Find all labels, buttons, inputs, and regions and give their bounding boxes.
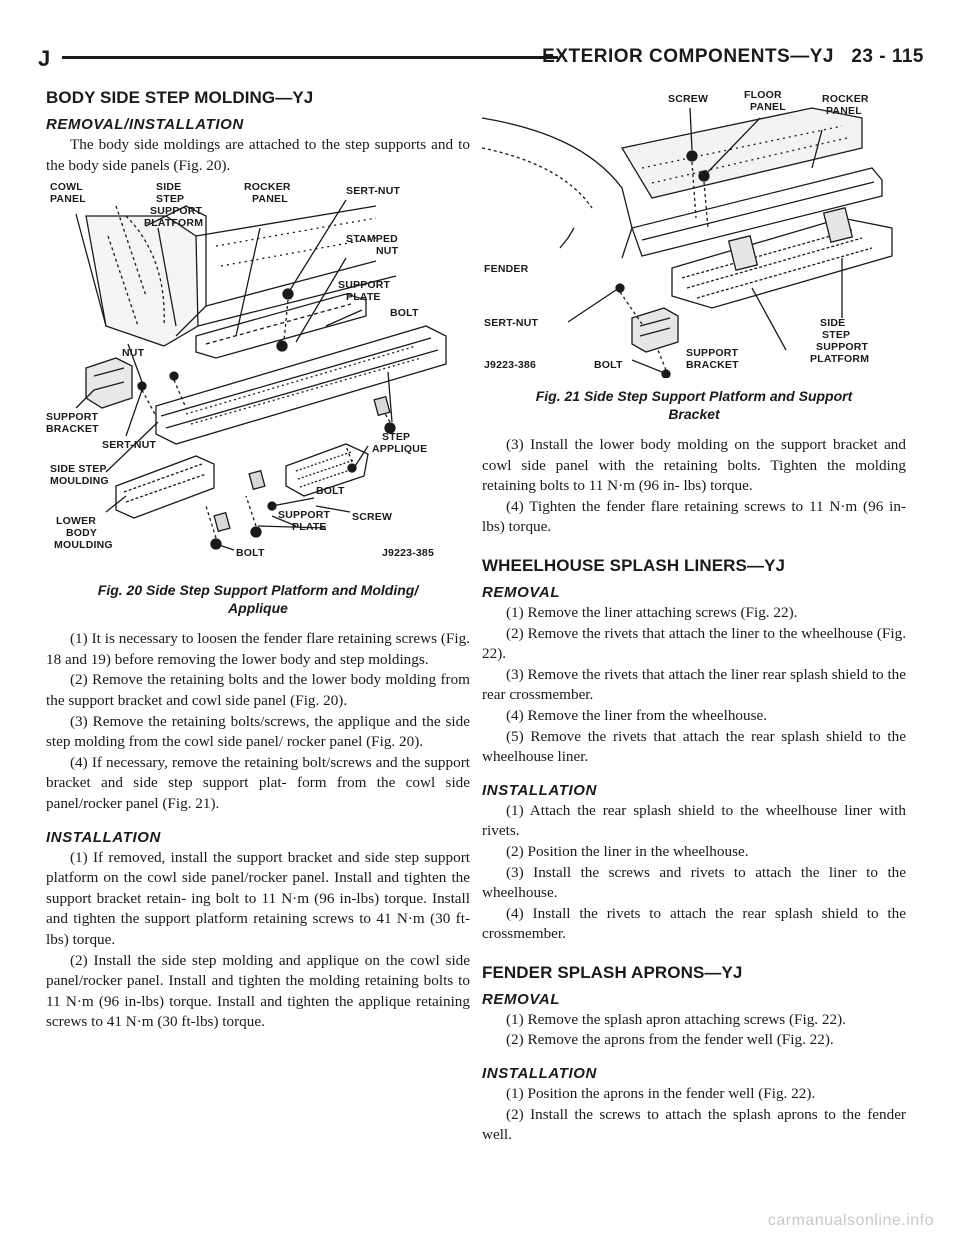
figure-20-illustration bbox=[46, 176, 470, 572]
fig20-label-side-step: SIDE STEP bbox=[50, 463, 107, 476]
figure-21 bbox=[482, 88, 906, 423]
figure-21-caption-line2: Bracket bbox=[668, 406, 720, 422]
fig20-label-support: SUPPORT bbox=[150, 205, 203, 218]
install-step-4: (4) Tighten the fender flare retaining screws to 11 N·m (96 in-lbs) torque. bbox=[482, 497, 906, 536]
figure-20-caption-line2: Applique bbox=[228, 600, 288, 617]
fender-removal-1: (1) Remove the splash apron attaching screws (Fig. 22). bbox=[506, 1010, 846, 1028]
fender-install-2: (2) Install the screws to attach the splash aprons to the fender well. bbox=[482, 1105, 906, 1144]
removal-step-2: (2) Remove the retaining bolts and the lower body molding from the support bracket and cowl side panel (Fig. 20). bbox=[46, 671, 470, 709]
fig20-label-lower: LOWER bbox=[56, 515, 97, 528]
fig20-label-nut: NUT bbox=[122, 347, 145, 360]
watermark: carmanualsonline.info bbox=[767, 1212, 934, 1229]
figure-21-caption-line1: Fig. 21 Side Step Support Platform and Support bbox=[535, 388, 853, 404]
wheelhouse-install-1: (1) Attach the rear splash shield to the wheelhouse liner with rivets. bbox=[482, 801, 906, 840]
fig20-label-applique: APPLIQUE bbox=[372, 443, 428, 456]
fig20-label-bolt-mid: BOLT bbox=[316, 485, 345, 498]
wheelhouse-subheading-installation: INSTALLATION bbox=[482, 781, 597, 799]
fig21-label-floor: FLOOR bbox=[744, 89, 782, 101]
wheelhouse-subheading-removal: REMOVAL bbox=[482, 583, 561, 601]
header-title bbox=[542, 46, 924, 68]
fig20-label-moulding: MOULDING bbox=[50, 475, 109, 488]
intro-paragraph: The body side moldings are attached to the step supports and to the body side panels (Fig. 20). bbox=[46, 136, 470, 174]
figure-20 bbox=[46, 176, 470, 617]
fig21-label-screw: SCREW bbox=[668, 93, 709, 105]
fig20-label-sert-nut-top: SERT-NUT bbox=[346, 185, 401, 198]
fig21-label-floor-panel: PANEL bbox=[750, 101, 786, 113]
subheading-removal-installation: REMOVAL/INSTALLATION bbox=[46, 116, 244, 133]
wheelhouse-install-2: (2) Position the liner in the wheelhouse. bbox=[506, 842, 749, 860]
fig20-label-cowl-panel: PANEL bbox=[50, 193, 86, 206]
fig20-label-stamped-nut: NUT bbox=[376, 245, 399, 258]
wheelhouse-removal-2: (2) Remove the rivets that attach the liner to the wheelhouse (Fig. 22). bbox=[482, 624, 906, 663]
figure-21-caption bbox=[482, 387, 906, 423]
install-step-3: (3) Install the lower body molding on the support bracket and cowl side panel with the retaining bolts. Tighten the molding retaining bolts to 11 N·m (96 in- lbs) torque. bbox=[482, 436, 906, 495]
section-title-step-molding: BODY SIDE STEP MOLDING—YJ bbox=[46, 88, 314, 107]
figure-20-caption bbox=[46, 581, 470, 617]
fig20-label-support-bracket: SUPPORT bbox=[46, 411, 99, 424]
removal-step-4: (4) If necessary, remove the retaining bolt/screws and the support bracket and side step support plat- form from the cowl side panel/rocker panel (Fig. 21). bbox=[46, 753, 470, 812]
fig21-label-step: STEP bbox=[822, 329, 851, 341]
wheelhouse-removal-5: (5) Remove the rivets that attach the rear splash shield to the wheelhouse liner. bbox=[482, 727, 906, 766]
right-column bbox=[482, 88, 906, 1146]
fig20-code: J9223-385 bbox=[382, 547, 435, 560]
wheelhouse-removal-4: (4) Remove the liner from the wheelhouse. bbox=[506, 706, 768, 724]
wheelhouse-install-4: (4) Install the rivets to attach the rear splash shield to the crossmember. bbox=[482, 904, 906, 943]
install-step-1: (1) If removed, install the support bracket and side step support platform on the cowl side panel/rocker panel. Install and tighten the support bracket retain- ing bolt to 11 N·m (96 in-lbs) torque. Install and tighten the support platform retaining screws to 41 N·m (30 ft-lbs) torque. bbox=[46, 848, 470, 948]
section-title-wheelhouse: WHEELHOUSE SPLASH LINERS—YJ bbox=[482, 555, 786, 575]
fig21-label-side: SIDE bbox=[820, 317, 846, 329]
fig20-label-lower-moulding: MOULDING bbox=[54, 539, 113, 552]
fender-removal-2: (2) Remove the aprons from the fender well (Fig. 22). bbox=[506, 1031, 834, 1049]
fig20-label-sert-nut-left: SERT-NUT bbox=[102, 439, 157, 452]
wheelhouse-install-3: (3) Install the screws and rivets to attach the liner to the wheelhouse. bbox=[482, 863, 906, 902]
fig20-label-platform: PLATFORM bbox=[144, 217, 204, 230]
fig20-label-bolt-bottom: BOLT bbox=[236, 547, 265, 560]
fig20-label-screw: SCREW bbox=[352, 511, 393, 524]
fig20-label-bolt-right: BOLT bbox=[390, 307, 419, 320]
fig20-label-rocker: ROCKER bbox=[244, 181, 291, 194]
fig20-label-support-plate-r: SUPPORT bbox=[338, 279, 391, 292]
fig20-label-cowl: COWL bbox=[50, 181, 83, 194]
fig21-label-fender: FENDER bbox=[484, 263, 529, 275]
fig21-label-rocker-panel: PANEL bbox=[826, 105, 862, 117]
fig20-label-rocker-panel: PANEL bbox=[252, 193, 288, 206]
install-step-2: (2) Install the side step molding and applique on the cowl side panel/rocker panel. Install and tighten the molding retaining bolts to 11 N·m (96 in-lbs) torque. Install and tighten the applique retaining screws to 41 N·m (30 ft-lbs) torque. bbox=[46, 951, 470, 1031]
removal-step-3: (3) Remove the retaining bolts/screws, the applique and the side step molding from the cowl side panel/ rocker panel (Fig. 20). bbox=[46, 712, 470, 751]
figure-20-caption-line1: Fig. 20 Side Step Support Platform and Molding/ bbox=[97, 582, 419, 599]
header-section-title: EXTERIOR COMPONENTS—YJ bbox=[542, 46, 834, 67]
fig21-label-bolt: BOLT bbox=[594, 359, 623, 371]
fig21-label-sert-nut: SERT-NUT bbox=[484, 317, 539, 329]
fig21-label-rocker: ROCKER bbox=[822, 93, 869, 105]
fig20-label-support-plate-r2: PLATE bbox=[346, 291, 381, 304]
fig21-label-platform: PLATFORM bbox=[810, 353, 870, 365]
fig20-label-side: SIDE bbox=[156, 181, 182, 194]
fig20-label-step: STEP bbox=[156, 193, 185, 206]
header-letter: J bbox=[38, 46, 51, 71]
fig20-label-step-applique: STEP bbox=[382, 431, 411, 444]
fender-install-1: (1) Position the aprons in the fender well (Fig. 22). bbox=[506, 1085, 816, 1103]
subheading-installation: INSTALLATION bbox=[46, 828, 161, 846]
fig21-label-support: SUPPORT bbox=[816, 341, 869, 353]
fig20-label-body: BODY bbox=[66, 527, 98, 540]
fig20-label-support-plate-b: SUPPORT bbox=[278, 509, 331, 522]
page-header bbox=[38, 40, 924, 74]
fig21-code: J9223-386 bbox=[484, 359, 537, 371]
removal-step-1: (1) It is necessary to loosen the fender flare retaining screws (Fig. 18 and 19) before removing the lower body and step moldings. bbox=[46, 630, 470, 668]
header-rule bbox=[62, 56, 558, 59]
page-number: 23 - 115 bbox=[851, 46, 924, 67]
fig21-label-support-bracket: SUPPORT bbox=[686, 347, 739, 359]
fig20-label-support-bracket2: BRACKET bbox=[46, 423, 99, 436]
fender-subheading-removal: REMOVAL bbox=[482, 990, 561, 1008]
fig20-label-support-plate-b2: PLATE bbox=[292, 521, 327, 534]
wheelhouse-removal-1: (1) Remove the liner attaching screws (Fig. 22). bbox=[506, 603, 798, 621]
fig21-label-bracket: BRACKET bbox=[686, 359, 739, 371]
wheelhouse-removal-3: (3) Remove the rivets that attach the liner rear splash shield to the rear crossmember. bbox=[482, 665, 906, 704]
fender-subheading-installation: INSTALLATION bbox=[482, 1065, 597, 1083]
fig20-label-stamped: STAMPED bbox=[346, 233, 398, 246]
figure-21-illustration bbox=[482, 88, 906, 378]
section-title-fender-aprons: FENDER SPLASH APRONS—YJ bbox=[482, 962, 743, 982]
left-column bbox=[46, 88, 470, 1033]
